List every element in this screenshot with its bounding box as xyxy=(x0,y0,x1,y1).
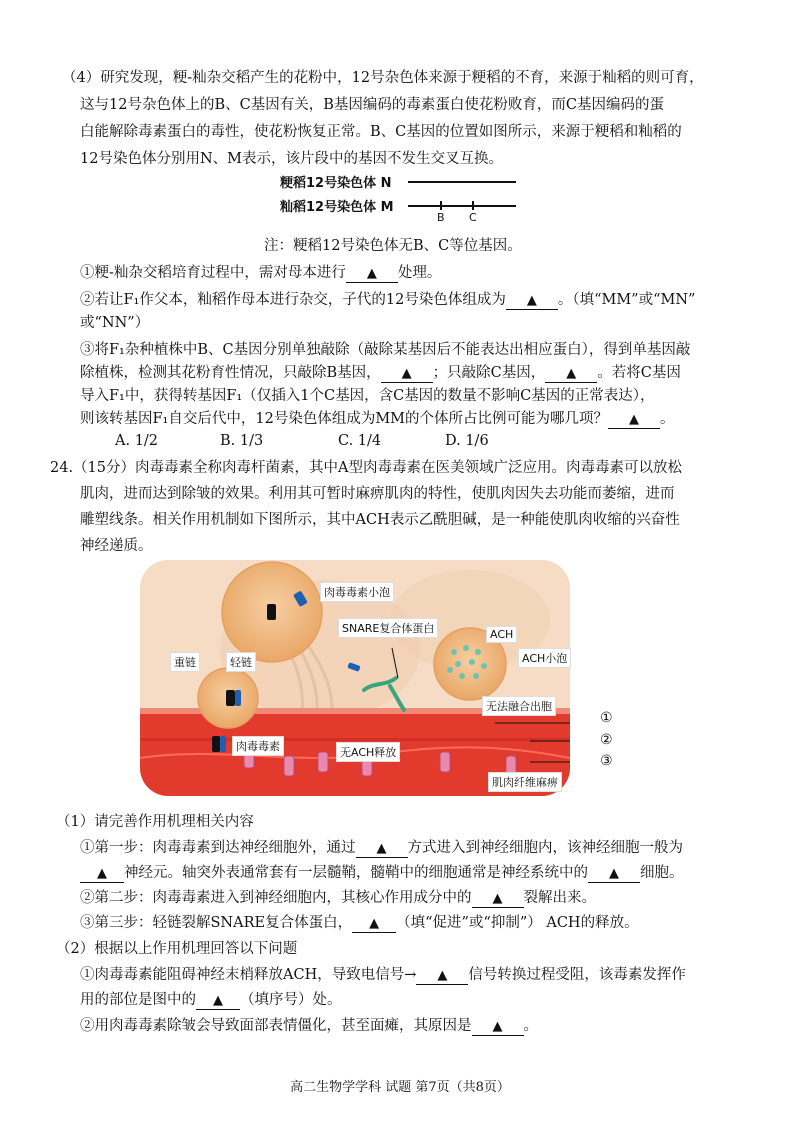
option-a[interactable]: A. 1/2 xyxy=(115,433,159,449)
label-ach: ACH xyxy=(486,626,517,643)
answer-blank[interactable]: ▲ xyxy=(472,1018,524,1036)
gene-b-label: B xyxy=(437,211,445,224)
label-heavy-chain: 重链 xyxy=(170,652,200,672)
answer-blank[interactable]: ▲ xyxy=(196,992,240,1010)
q24-2-item-1: ①肉毒毒素能阻碍神经末梢释放ACH，导致电信号→ ▲ 信号转换过程受阻，该毒素发挥作 xyxy=(80,967,686,983)
answer-blank[interactable]: ▲ xyxy=(506,292,558,310)
label-muscle-paralysis: 肌肉纤维麻痹 xyxy=(488,772,562,792)
answer-blank[interactable]: ▲ xyxy=(346,265,398,283)
botulinum-mechanism-figure xyxy=(140,560,570,796)
option-c[interactable]: C. 1/4 xyxy=(338,433,382,449)
q23-4-sub-3-line-1: ③将F₁杂种植株中B、C基因分别单独敲除（敲除某基因后不能表达出相应蛋白），得到单基因敲 xyxy=(80,342,691,358)
q24-intro-1: 24.（15分）肉毒毒素全称肉毒杆菌素，其中A型肉毒毒素在医美领域广泛应用。肉毒毒素可以放松 xyxy=(50,460,682,476)
answer-blank[interactable]: ▲ xyxy=(80,865,124,883)
q24-intro-2: 肌肉，进而达到除皱的效果。利用其可暂时麻痹肌肉的特性，使肌肉因失去功能而萎缩，进而 xyxy=(80,486,675,502)
q23-4-para-4: 12号染色体分别用N、M表示，该片段中的基因不发生交叉互换。 xyxy=(80,151,503,167)
q24-2-item-1-cont: 用的部位是图中的 ▲ （填序号）处。 xyxy=(80,992,342,1008)
label-toxin-vesicle: 肉毒毒素小泡 xyxy=(320,582,394,602)
q24-intro-3: 雕塑线条。相关作用机制如下图所示，其中ACH表示乙酰胆碱，是一种能使肌肉收缩的兴奋性 xyxy=(80,512,680,528)
q24-1-step-1: ①第一步：肉毒毒素到达神经细胞外，通过 ▲ 方式进入到神经细胞内，该神经细胞一般为 xyxy=(80,840,683,856)
q23-4-sub-1: ①粳-籼杂交稻培育过程中，需对母本进行 ▲ 处理。 xyxy=(80,265,442,281)
chromosome-n-label: 粳稻12号染色体 N xyxy=(280,176,392,191)
chromosome-note: 注：粳稻12号染色体无B、C等位基因。 xyxy=(264,238,522,254)
q23-4-para-3: 白能解除毒素蛋白的毒性，使花粉恢复正常。B、C基因的位置如图所示，来源于粳稻和籼稻的 xyxy=(80,124,682,140)
q23-4-sub-2: ②若让F₁作父本，籼稻作母本进行杂交，子代的12号染色体组成为 ▲ 。（填“MM”或“MN” xyxy=(80,292,696,308)
option-d[interactable]: D. 1/6 xyxy=(445,433,489,449)
answer-blank[interactable]: ▲ xyxy=(545,365,597,383)
q23-4-sub-2-cont: 或“NN”） xyxy=(80,315,150,331)
q24-2-item-2: ②用肉毒毒素除皱会导致面部表情僵化，甚至面瘫，其原因是 ▲ 。 xyxy=(80,1018,538,1034)
chromosome-m-line xyxy=(408,205,516,207)
answer-blank[interactable]: ▲ xyxy=(416,967,468,985)
answer-blank[interactable]: ▲ xyxy=(588,865,640,883)
page-footer: 高二生物学学科 试题 第7页（共8页） xyxy=(290,1080,510,1095)
answer-blank[interactable]: ▲ xyxy=(356,840,408,858)
q24-1-step-3: ③第三步：轻链裂解SNARE复合体蛋白， ▲ （填“促进”或“抑制”） ACH的释放。 xyxy=(80,915,639,931)
q23-4-para-2: 这与12号杂色体上的B、C基因有关，B基因编码的毒素蛋白使花粉败育，而C基因编码的蛋 xyxy=(80,97,664,113)
q23-4-sub-3-line-2: 除植株，检测其花粉育性情况，只敲除B基因， ▲ ；只敲除C基因， ▲ 。若将C基因 xyxy=(80,365,681,381)
answer-blank[interactable]: ▲ xyxy=(381,365,433,383)
q24-1-step-2: ②第二步：肉毒毒素进入到神经细胞内，其核心作用成分中的 ▲ 裂解出来。 xyxy=(80,890,596,906)
marker-2: ② xyxy=(600,732,613,748)
q24-intro-4: 神经递质。 xyxy=(80,538,153,554)
q23-4-para-1: （4）研究发现，粳-籼杂交稻产生的花粉中，12号杂色体来源于粳稻的不育，来源于籼稻的则可育， xyxy=(62,70,704,86)
marker-3: ③ xyxy=(600,753,613,769)
gene-b-tick xyxy=(440,201,442,210)
marker-1: ① xyxy=(600,710,613,726)
q23-4-sub-3-line-4: 则该转基因F₁自交后代中，12号染色体组成为MM的个体所占比例可能为哪几项？ ▲ 。 xyxy=(80,411,675,427)
chromosome-n-line xyxy=(408,181,516,183)
label-no-ach-release: 无ACH释放 xyxy=(336,742,400,762)
label-ach-vesicle: ACH小泡 xyxy=(518,648,571,668)
q24-1-step-1-cont: ▲ 神经元。轴突外表通常套有一层髓鞘，髓鞘中的细胞通常是神经系统中的 ▲ 细胞。 xyxy=(80,863,684,883)
answer-blank[interactable]: ▲ xyxy=(352,915,396,933)
label-no-fusion: 无法融合出胞 xyxy=(482,696,556,716)
label-toxin: 肉毒毒素 xyxy=(232,736,284,756)
q24-1-title: （1）请完善作用机理相关内容 xyxy=(56,814,254,830)
gene-c-tick xyxy=(472,201,474,210)
label-light-chain: 轻链 xyxy=(226,652,256,672)
answer-blank[interactable]: ▲ xyxy=(608,411,660,429)
gene-c-label: C xyxy=(469,211,477,224)
q24-2-title: （2）根据以上作用机理回答以下问题 xyxy=(56,941,298,957)
option-b[interactable]: B. 1/3 xyxy=(220,433,264,449)
q23-4-sub-3-line-3: 导入F₁中，获得转基因F₁（仅插入1个C基因，含C基因的数量不影响C基因的正常表达）， xyxy=(80,388,655,404)
label-snare-protein: SNARE复合体蛋白 xyxy=(338,618,438,638)
chromosome-m-label: 籼稻12号染色体 M xyxy=(280,200,394,215)
answer-blank[interactable]: ▲ xyxy=(472,890,524,908)
